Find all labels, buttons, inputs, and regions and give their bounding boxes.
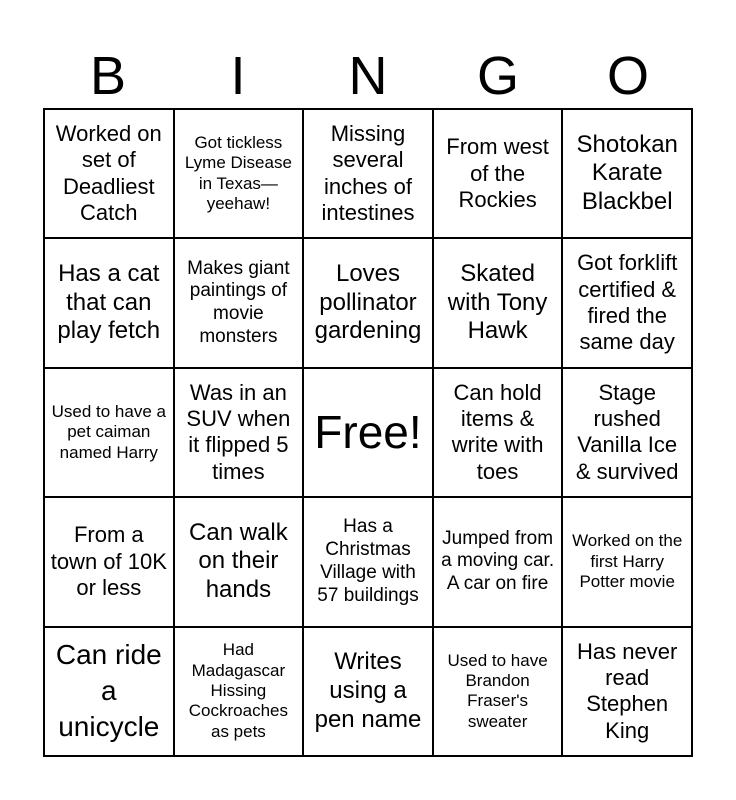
header-letter-i: I — [230, 46, 246, 106]
bingo-cell[interactable] — [562, 627, 692, 756]
cell-text: Stage rushed Vanilla Ice & survived — [575, 379, 679, 484]
bingo-cell[interactable] — [303, 627, 433, 756]
cell-text: Can ride a unicycle — [55, 638, 162, 743]
header-letter-o: O — [606, 46, 649, 106]
cell-text: Got tickless Lyme Disease in Texas—yeehaw! — [184, 132, 292, 214]
cell-text: Had Madagascar Hissing Cockroaches as pets — [188, 640, 288, 741]
bingo-cell[interactable] — [174, 368, 304, 497]
free-space[interactable] — [303, 368, 433, 497]
cell-text: Has a Christmas Village with 57 buildings — [317, 516, 419, 606]
cell-text: Worked on the first Harry Potter movie — [572, 531, 683, 592]
bingo-cell[interactable] — [174, 497, 304, 626]
cell-text: Skated with Tony Hawk — [447, 259, 548, 345]
cell-text: Missing several inches of intestines — [321, 120, 415, 226]
cell-text: Has never read Stephen King — [577, 638, 678, 743]
bingo-cell[interactable] — [44, 627, 174, 756]
cell-text: Writes using a pen name — [314, 648, 422, 733]
bingo-cell[interactable] — [303, 497, 433, 626]
bingo-cell[interactable] — [562, 368, 692, 497]
header-letter-g: G — [476, 46, 519, 106]
free-space-label: Free! — [314, 405, 422, 458]
bingo-cell[interactable] — [174, 238, 304, 367]
cell-text: Was in an SUV when it flipped 5 times — [186, 379, 291, 484]
bingo-cell[interactable] — [433, 497, 563, 626]
bingo-cell[interactable] — [433, 368, 563, 497]
bingo-cell[interactable] — [562, 109, 692, 238]
header-letter-b: B — [89, 46, 127, 106]
bingo-cell[interactable] — [174, 109, 304, 238]
bingo-cell[interactable] — [303, 109, 433, 238]
cell-text: Loves pollinator gardening — [314, 259, 422, 345]
bingo-cell[interactable] — [303, 238, 433, 367]
bingo-board — [43, 108, 693, 757]
bingo-cell[interactable] — [44, 238, 174, 367]
bingo-cell[interactable] — [174, 627, 304, 756]
cell-text: Used to have a pet caiman named Harry — [51, 401, 166, 462]
cell-text: Jumped from a moving car. A car on fire — [441, 527, 555, 595]
bingo-cell[interactable] — [433, 109, 563, 238]
cell-text: From west of the Rockies — [446, 134, 549, 212]
cell-text: From a town of 10K or less — [50, 522, 167, 601]
header-letter-n: N — [348, 46, 388, 106]
cell-text: Got forklift certified & fired the same day — [577, 250, 678, 355]
bingo-cell[interactable] — [433, 238, 563, 367]
bingo-cell[interactable] — [562, 238, 692, 367]
cell-text: Shotokan Karate Blackbel — [576, 130, 678, 216]
cell-text: Used to have Brandon Fraser's sweater — [447, 650, 548, 731]
bingo-cell[interactable] — [433, 627, 563, 756]
bingo-cell[interactable] — [44, 497, 174, 626]
bingo-cell[interactable] — [44, 109, 174, 238]
cell-text: Can hold items & write with toes — [451, 379, 544, 484]
bingo-cell[interactable] — [562, 497, 692, 626]
cell-text: Has a cat that can play fetch — [57, 259, 161, 345]
cell-text: Worked on set of Deadliest Catch — [55, 120, 162, 226]
cell-text: Makes giant paintings of movie monsters — [187, 257, 290, 347]
bingo-header — [43, 44, 693, 108]
bingo-cell[interactable] — [44, 368, 174, 497]
cell-text: Can walk on their hands — [189, 518, 288, 604]
